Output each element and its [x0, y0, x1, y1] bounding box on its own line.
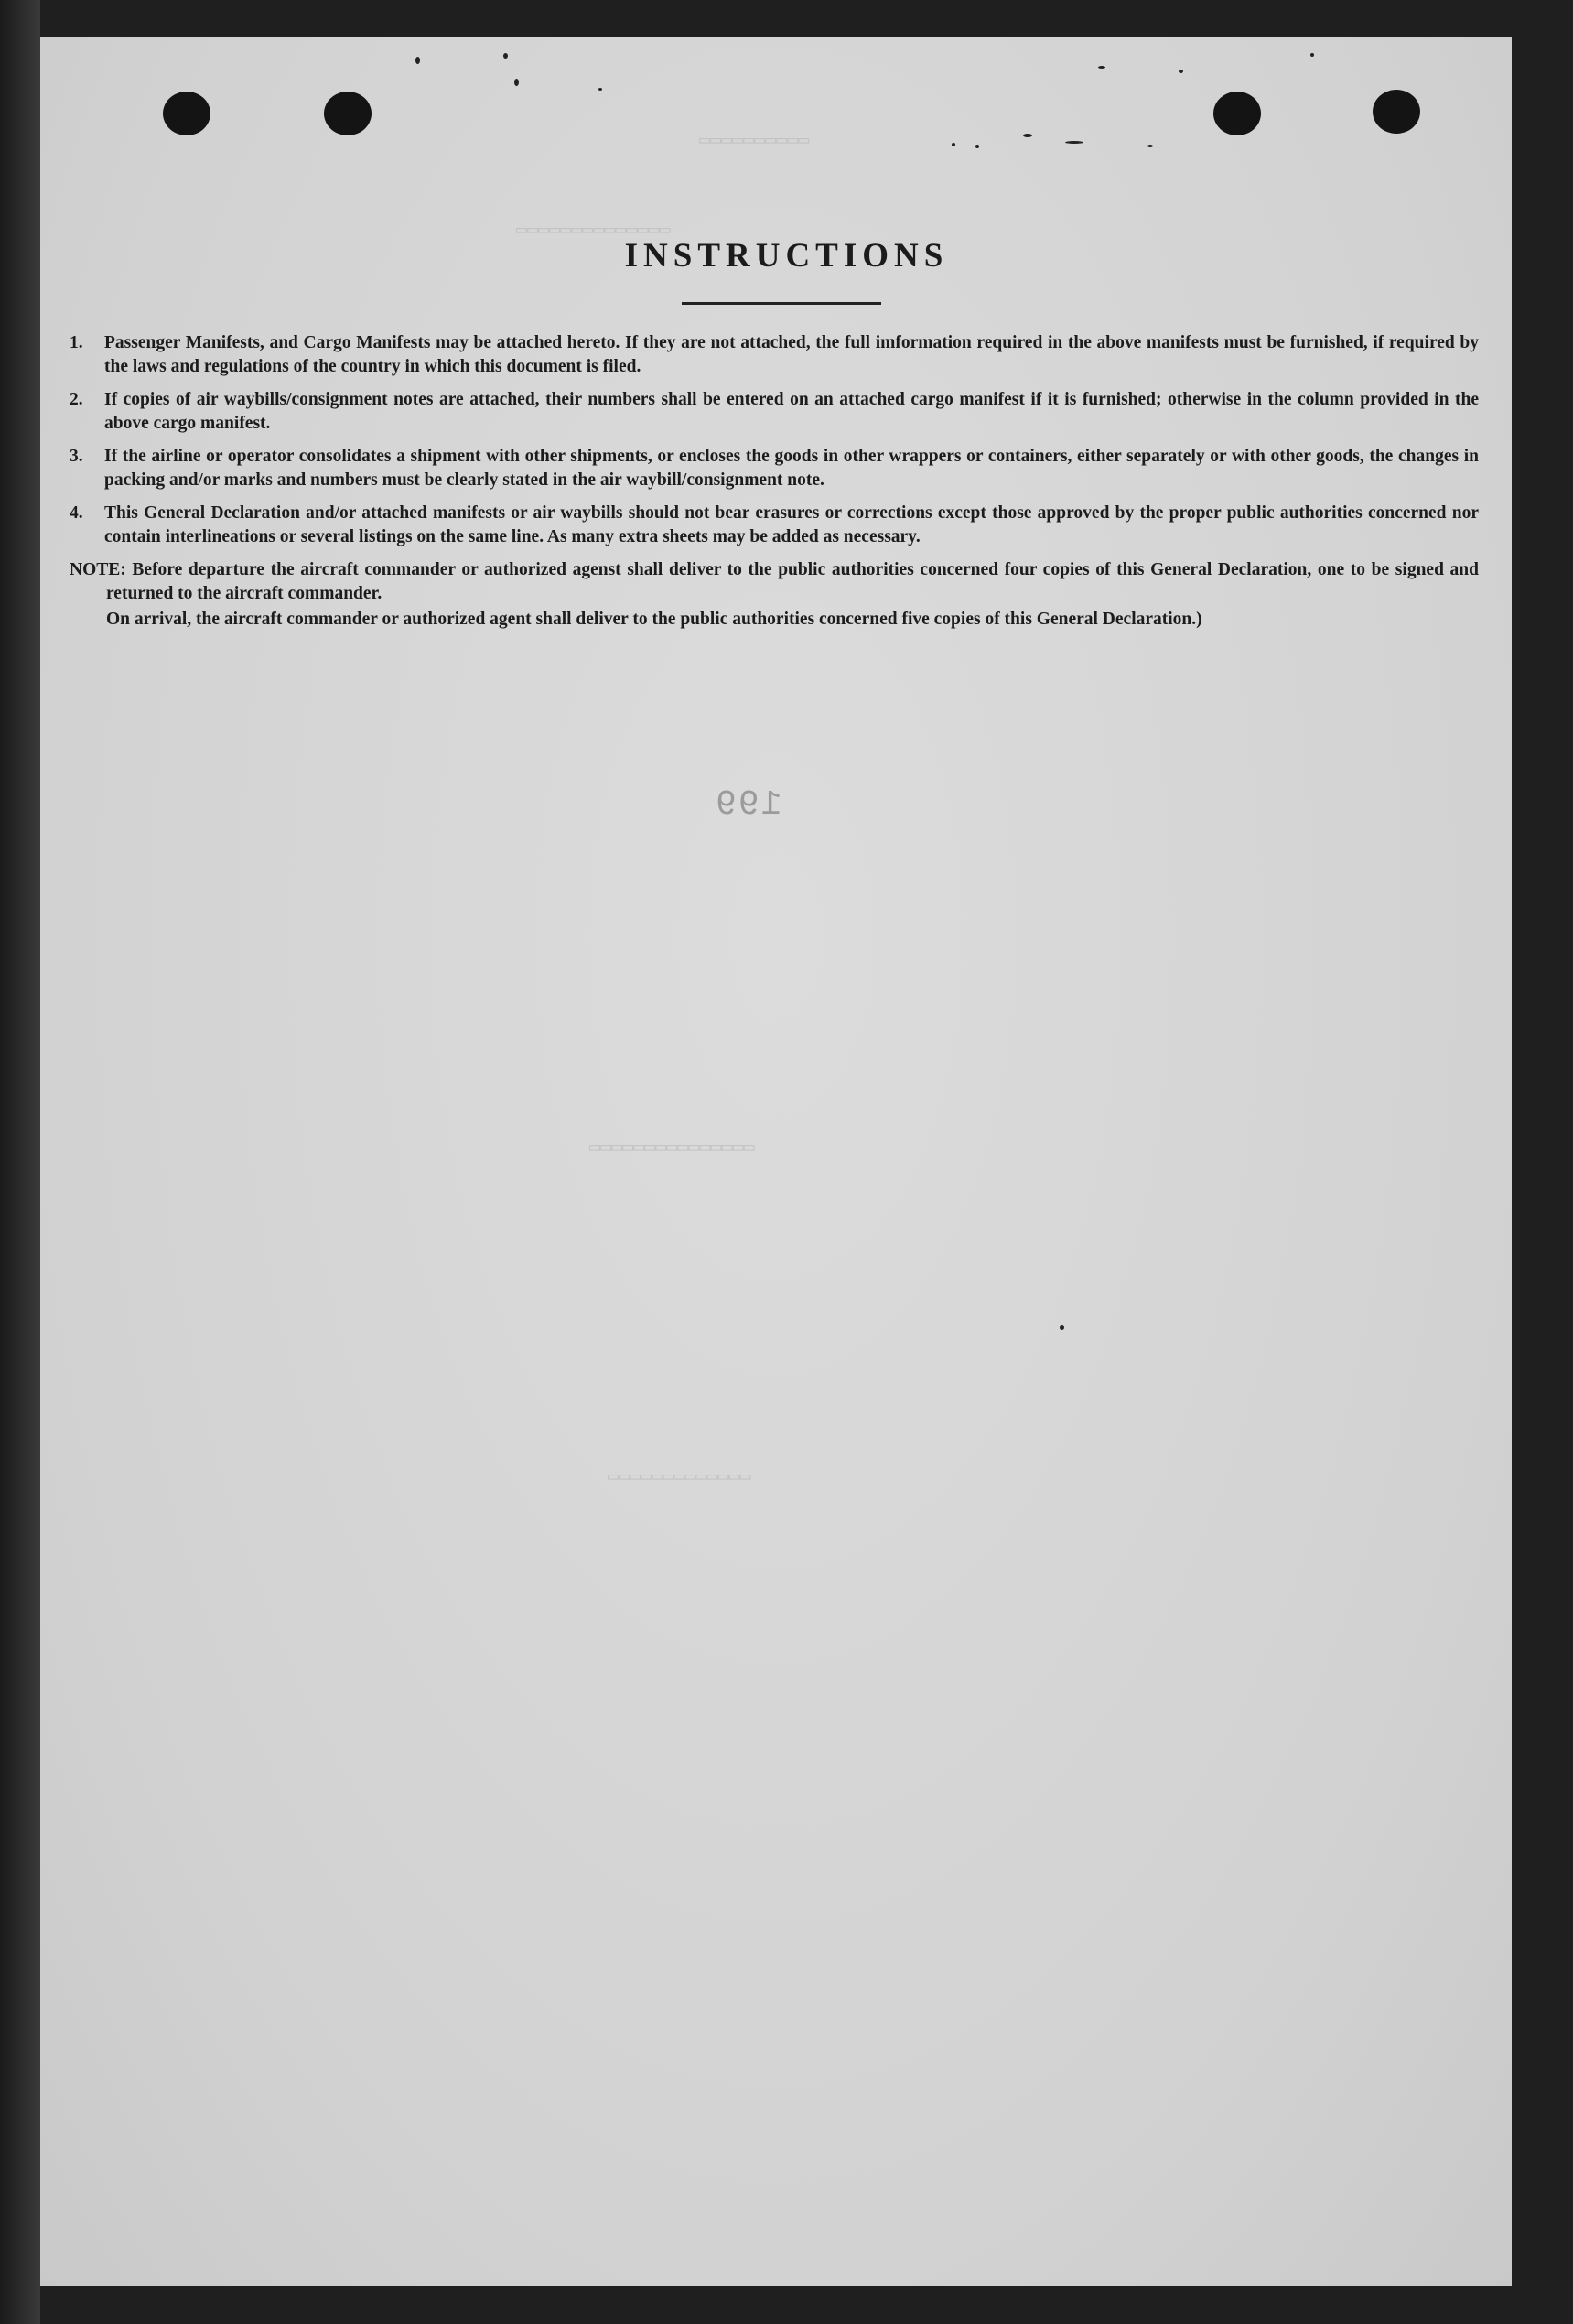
scan-speck	[975, 145, 979, 148]
stamp-number: 199	[714, 785, 782, 825]
instructions-list	[70, 331, 1479, 632]
item-number: 2.	[70, 390, 83, 409]
instruction-item	[70, 445, 1479, 492]
item-number: 3.	[70, 447, 83, 466]
instruction-item	[70, 388, 1479, 436]
item-text: If copies of air waybills/consignment notes are attached, their numbers shall be entered on an attached cargo manifest if it is furnished; otherwise in the column provided in the above cargo manifest.	[104, 390, 1479, 433]
punch-hole	[1213, 92, 1261, 135]
item-text: This General Declaration and/or attached manifests or air waybills should not bear erasures or corrections except those approved by the proper public authorities concerned nor contain interlineations or several listings on the same line. As many extra sheets may be added as necessary.	[104, 503, 1479, 546]
note-text: NOTE: Before departure the aircraft commander or authorized agenst shall deliver to the public authorities concerned four copies of this General Declaration, one to be signed and returned to the aircraft commander.	[70, 560, 1479, 603]
punch-hole	[1373, 90, 1420, 134]
scan-speck	[1310, 53, 1314, 57]
note-arrival-text: On arrival, the aircraft commander or authorized agent shall deliver to the public authorities concerned five copies of this General Declaration.)	[106, 610, 1202, 629]
scan-speck	[415, 57, 420, 64]
scan-border	[0, 0, 40, 2324]
bleed-through-text: ▭▭▭▭▭▭▭▭▭▭▭▭▭▭	[516, 221, 671, 242]
scan-speck	[1147, 145, 1153, 147]
bleed-through-text: ▭▭▭▭▭▭▭▭▭▭	[699, 131, 810, 152]
instruction-item	[70, 331, 1479, 379]
punch-hole	[163, 92, 210, 135]
scan-speck	[1065, 141, 1083, 144]
scan-speck	[598, 88, 602, 91]
bleed-through-text: ▭▭▭▭▭▭▭▭▭▭▭▭▭▭▭	[589, 1138, 755, 1159]
title-underline	[682, 302, 881, 305]
scan-speck	[1098, 66, 1105, 69]
scan-speck	[514, 79, 519, 86]
item-number: 4.	[70, 503, 83, 523]
punch-hole	[324, 92, 372, 135]
item-number: 1.	[70, 333, 83, 352]
instruction-item	[70, 502, 1479, 549]
page-title: INSTRUCTIONS	[624, 237, 949, 275]
bleed-through-text: ▭▭▭▭▭▭▭▭▭▭▭▭▭	[608, 1467, 751, 1488]
scan-speck	[1060, 1325, 1064, 1330]
scan-speck	[1179, 70, 1183, 73]
item-text: Passenger Manifests, and Cargo Manifests may be attached hereto. If they are not attached, the full imformation required in the above manifests must be furnished, if required by the laws and regulations of the country in which this document is filed.	[104, 333, 1479, 376]
item-text: If the airline or operator consolidates a shipment with other shipments, or encloses the goods in other wrappers or containers, either separately or with other goods, the changes in packing and/or marks and numbers must be clearly stated in the air waybill/consignment note.	[104, 447, 1479, 490]
scan-speck	[952, 143, 955, 146]
scan-speck	[1023, 134, 1032, 137]
note-block	[70, 558, 1479, 632]
scan-speck	[503, 53, 508, 59]
